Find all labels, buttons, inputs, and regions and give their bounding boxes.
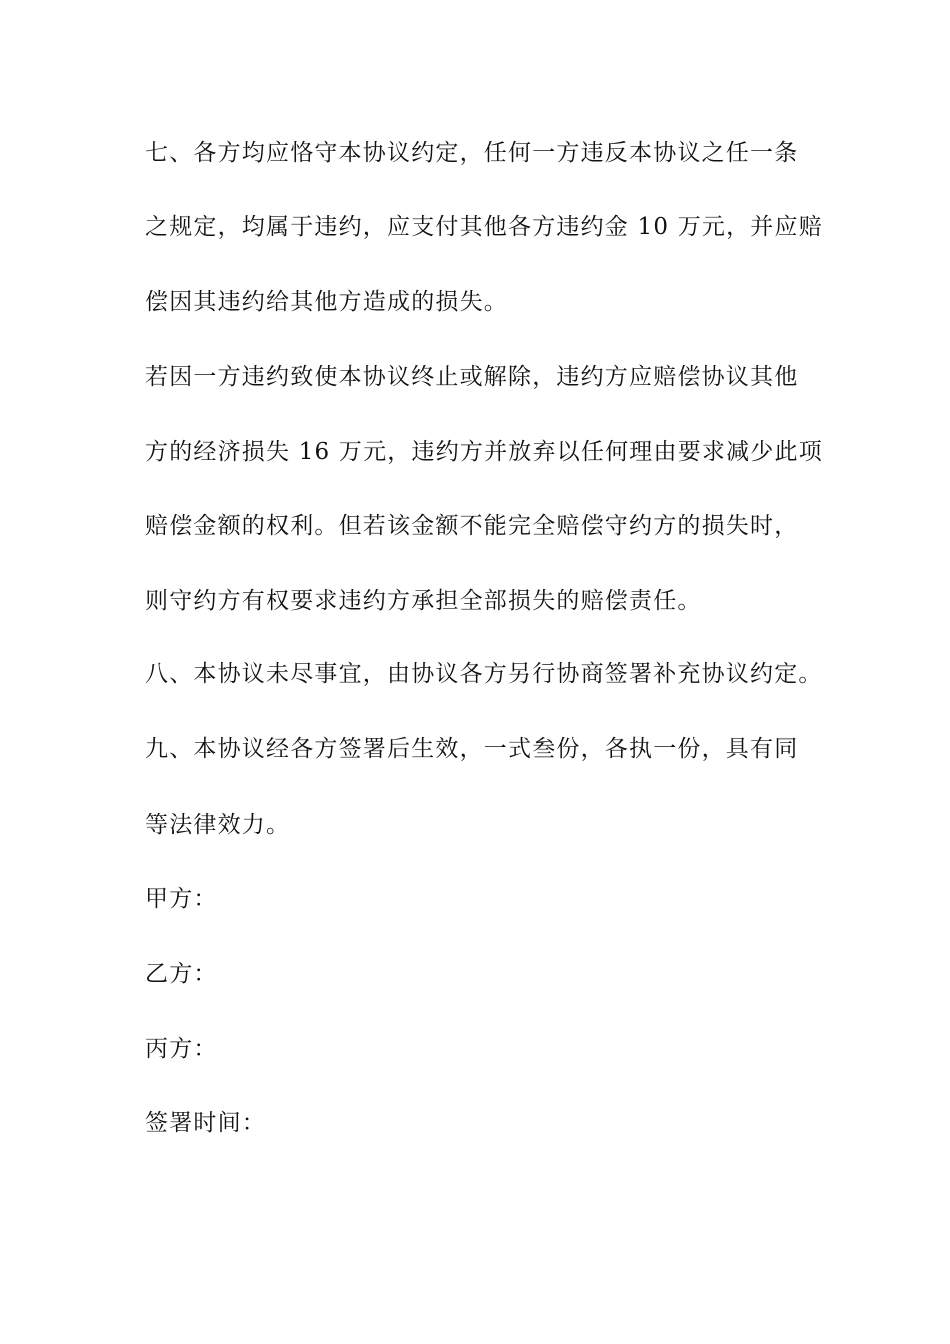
clause-9-line-1: 九、本协议经各方签署后生效，一式叁份，各执一份，具有同: [145, 736, 799, 762]
clause-7-line-7: 则守约方有权要求违约方承担全部损失的赔偿责任。: [145, 588, 702, 614]
clause-7-line-1: 七、各方均应恪守本协议约定，任何一方违反本协议之任一条: [145, 140, 799, 166]
clause-9-line-2: 等法律效力。: [145, 812, 291, 838]
party-c-label: 丙方：: [145, 1036, 218, 1062]
party-a-label: 甲方：: [145, 886, 218, 912]
clause-7-line-3: 偿因其违约给其他方造成的损失。: [145, 289, 508, 315]
party-b-label: 乙方：: [145, 961, 218, 987]
clause-8-line-1: 八、本协议未尽事宜，由协议各方另行协商签署补充协议约定。: [145, 661, 823, 687]
sign-date-label: 签署时间：: [145, 1110, 266, 1136]
clause-7-line-6: 赔偿金额的权利。但若该金额不能完全赔偿守约方的损失时，: [145, 513, 799, 539]
clause-7-line-2: 之规定，均属于违约，应支付其他各方违约金 10 万元，并应赔: [145, 214, 823, 240]
clause-7-line-5: 方的经济损失 16 万元，违约方并放弃以任何理由要求减少此项: [145, 439, 823, 465]
clause-7-line-4: 若因一方违约致使本协议终止或解除，违约方应赔偿协议其他: [145, 364, 799, 390]
